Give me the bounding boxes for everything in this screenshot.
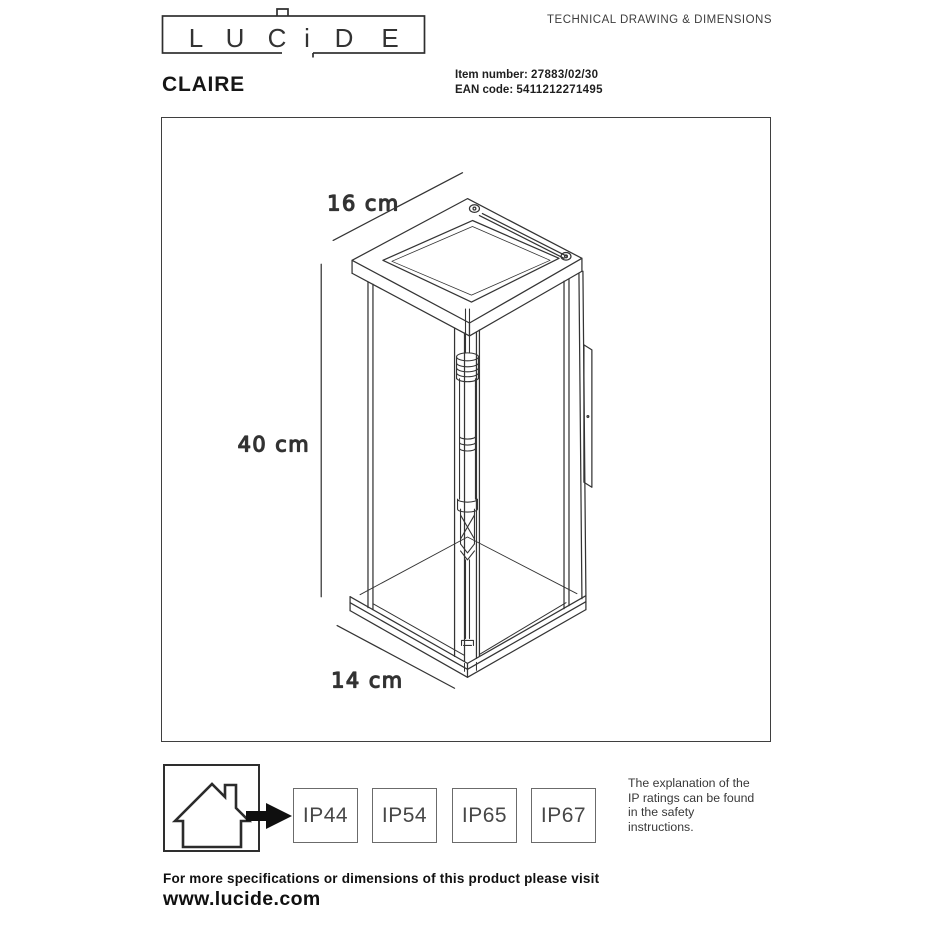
product-meta bbox=[455, 68, 603, 97]
dim-label-bottom: 14 cm bbox=[331, 668, 404, 693]
ip-rating-ip54 bbox=[372, 788, 437, 843]
logo-letter: i bbox=[304, 23, 310, 53]
logo-letter: D bbox=[334, 23, 354, 53]
logo-accent bbox=[277, 9, 288, 16]
ip-note-line: instructions. bbox=[628, 819, 694, 834]
lamp-body-edges bbox=[368, 271, 586, 661]
ip-note-line: in the safety bbox=[628, 805, 695, 820]
ean-value: 5411212271495 bbox=[516, 83, 603, 96]
ip-rating-label: IP54 bbox=[381, 803, 428, 827]
footer-text: For more specifications or dimensions of this product please visit bbox=[163, 871, 600, 886]
ip-ratings-note bbox=[628, 776, 778, 834]
item-number-value: 27883/02/30 bbox=[531, 69, 599, 81]
footer-website: www.lucide.com bbox=[163, 888, 321, 910]
ip-rating-label: IP67 bbox=[540, 803, 587, 827]
ip-rating-ip67 bbox=[531, 788, 596, 843]
ip-note-line: The explanation of the bbox=[628, 776, 750, 790]
ip-rating-label: IP44 bbox=[302, 803, 349, 827]
dim-label-height: 40 cm bbox=[237, 432, 311, 457]
lucide-logo bbox=[161, 6, 427, 62]
ip-rating-ip44 bbox=[293, 788, 358, 843]
item-number-row bbox=[455, 68, 603, 83]
product-name: CLAIRE bbox=[162, 73, 245, 96]
lamp-top-frame bbox=[352, 199, 582, 336]
dim-label-top: 16 cm bbox=[327, 191, 400, 216]
ip-rating-ip65 bbox=[452, 788, 517, 843]
logo-letters bbox=[189, 23, 399, 53]
ip-note-line: IP ratings can be found bbox=[628, 790, 755, 805]
doc-title: TECHNICAL DRAWING & DIMENSIONS bbox=[547, 14, 772, 26]
item-number-label: Item number: bbox=[455, 69, 528, 81]
bulb-holder bbox=[457, 309, 479, 645]
technical-drawing bbox=[162, 118, 770, 741]
logo-letter: E bbox=[381, 23, 399, 53]
lamp-base bbox=[350, 537, 586, 677]
ip-rating-label: IP65 bbox=[461, 803, 508, 827]
drawing-frame bbox=[161, 117, 771, 742]
logo-letter: U bbox=[225, 23, 245, 53]
ean-label: EAN code: bbox=[455, 83, 514, 96]
logo-letter: C bbox=[267, 23, 287, 53]
ean-row bbox=[455, 83, 603, 98]
arrow-right-icon bbox=[238, 799, 296, 833]
logo-letter: L bbox=[188, 23, 204, 53]
